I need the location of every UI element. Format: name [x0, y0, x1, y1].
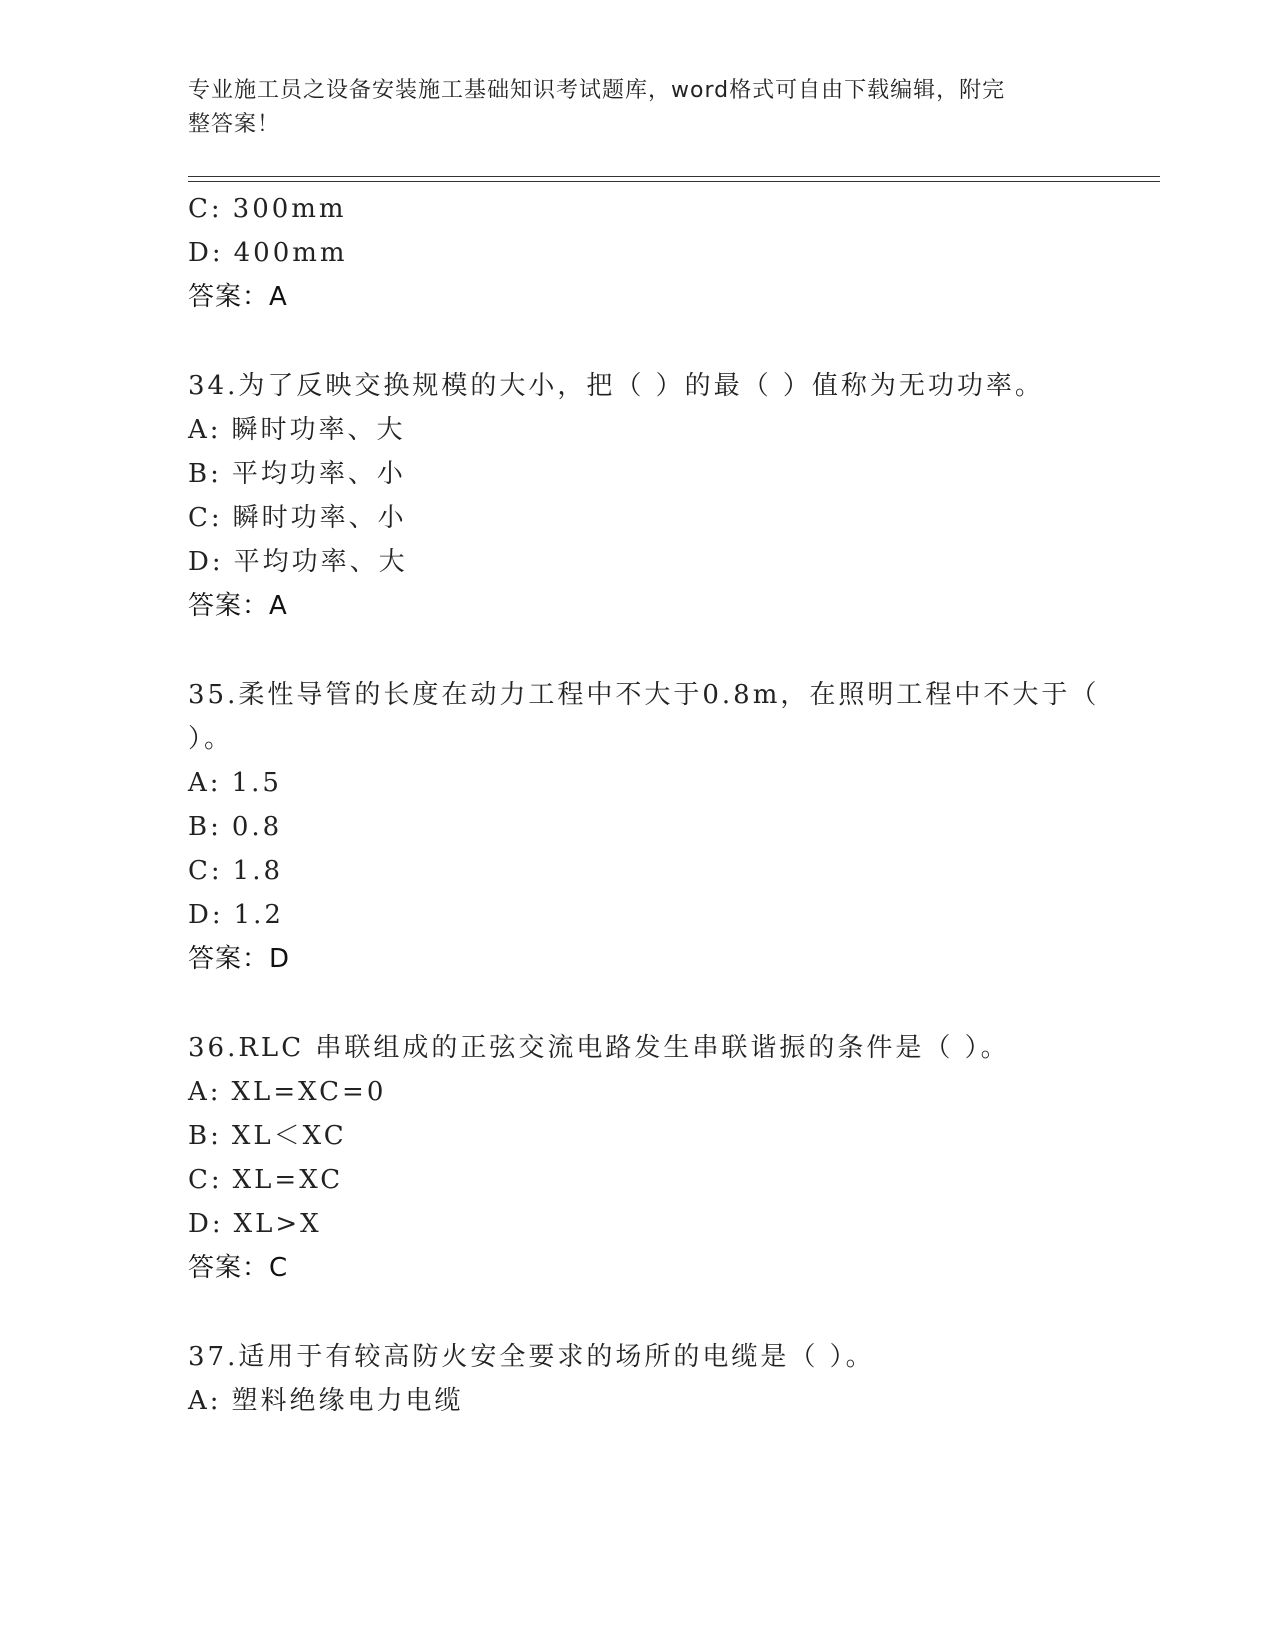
- option-c: [188, 193, 347, 225]
- option-c: [188, 1164, 343, 1196]
- option-text: 平均功率、小: [231, 459, 406, 489]
- option-text: 300mm: [232, 194, 347, 224]
- question-stem: 36.RLC 串联组成的正弦交流电路发生串联谐振的条件是（ ）。: [188, 1033, 1010, 1063]
- option-text: 1.8: [232, 856, 284, 886]
- option-b: [188, 1120, 347, 1152]
- question-stem-continued: ）。: [188, 724, 234, 754]
- option-c: [188, 502, 407, 534]
- option-text: 瞬时功率、小: [232, 503, 407, 533]
- answer-line: 答案：D: [188, 944, 291, 974]
- option-prefix: C:: [188, 194, 223, 224]
- answer-line: 答案：A: [188, 591, 288, 621]
- option-a: [188, 1385, 464, 1417]
- option-prefix: D:: [188, 238, 224, 268]
- option-prefix: B:: [188, 1121, 222, 1151]
- answer-line: 答案：A: [188, 282, 288, 312]
- option-a: [188, 414, 406, 446]
- option-prefix: B:: [188, 812, 222, 842]
- header-divider-top: [188, 176, 1160, 177]
- header-title-line2: 整答案！: [188, 112, 281, 137]
- option-d: [188, 899, 284, 931]
- option-c: [188, 855, 283, 887]
- option-prefix: C:: [188, 503, 223, 533]
- option-d: [188, 546, 408, 578]
- option-prefix: D:: [188, 900, 224, 930]
- option-prefix: C:: [188, 856, 223, 886]
- option-prefix: D:: [188, 547, 224, 577]
- option-text: XL>X: [233, 1209, 322, 1239]
- option-text: 1.2: [233, 900, 284, 930]
- header-title-line1: 专业施工员之设备安装施工基础知识考试题库，word格式可自由下载编辑，附完: [188, 78, 1006, 103]
- option-text: XL=XC: [232, 1165, 344, 1195]
- option-b: [188, 811, 282, 843]
- option-text: 1.5: [231, 768, 282, 798]
- option-text: 0.8: [231, 812, 283, 842]
- option-text: 平均功率、大: [233, 547, 408, 577]
- option-d: [188, 1208, 322, 1240]
- option-prefix: B:: [188, 459, 222, 489]
- option-prefix: A:: [188, 1386, 222, 1416]
- option-text: 瞬时功率、大: [231, 415, 406, 445]
- page-header: [188, 74, 1068, 142]
- option-text: 塑料绝缘电力电缆: [231, 1386, 464, 1416]
- option-text: XL=XC=0: [231, 1077, 387, 1107]
- option-d: [188, 237, 348, 269]
- option-a: [188, 767, 282, 799]
- question-stem: 34.为了反映交换规模的大小，把（ ）的最（ ）值称为无功功率。: [188, 371, 1044, 401]
- question-stem: 35.柔性导管的长度在动力工程中不大于0.8m，在照明工程中不大于（: [188, 680, 1100, 710]
- option-a: [188, 1076, 386, 1108]
- option-text: 400mm: [233, 238, 348, 268]
- header-divider-bottom: [188, 181, 1160, 182]
- option-text: XL＜XC: [231, 1121, 347, 1151]
- option-prefix: A:: [188, 768, 222, 798]
- option-b: [188, 458, 406, 490]
- option-prefix: A:: [188, 415, 222, 445]
- option-prefix: D:: [188, 1209, 224, 1239]
- option-prefix: C:: [188, 1165, 223, 1195]
- question-stem: 37.适用于有较高防火安全要求的场所的电缆是（ ）。: [188, 1342, 875, 1372]
- answer-line: 答案：C: [188, 1253, 289, 1283]
- option-prefix: A:: [188, 1077, 222, 1107]
